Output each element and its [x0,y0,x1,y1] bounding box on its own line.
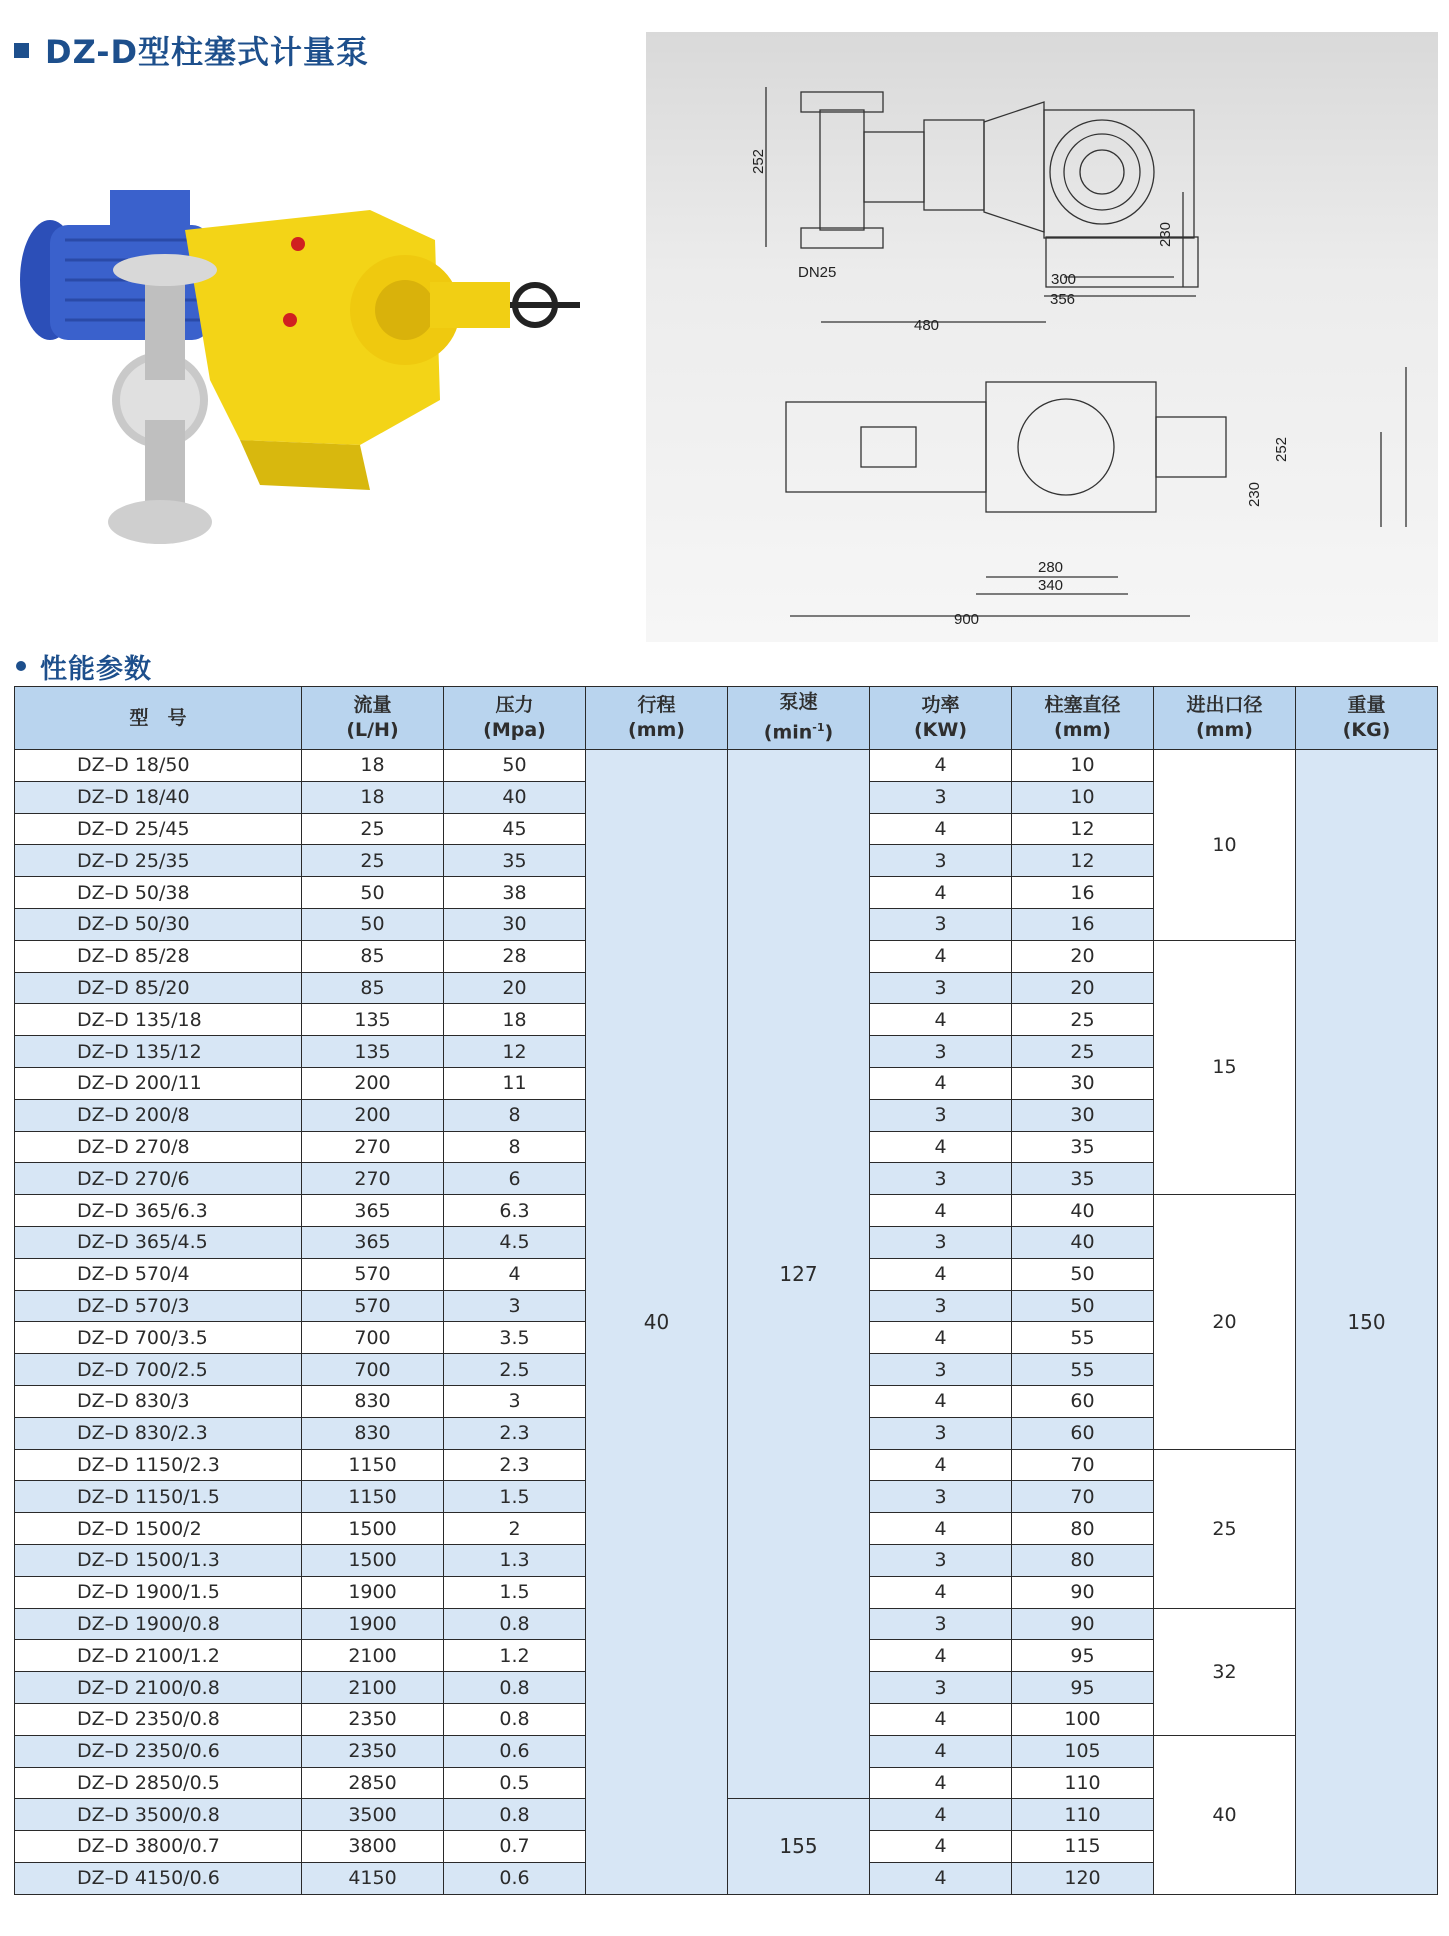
cell-plunger: 25 [1012,1004,1154,1036]
cell-plunger: 95 [1012,1672,1154,1704]
cell-power: 4 [870,1195,1012,1227]
cell-flow: 830 [302,1417,444,1449]
cell-pressure: 2 [444,1513,586,1545]
cell-power: 3 [870,1290,1012,1322]
cell-model: DZ–D 25/45 [15,813,302,845]
cell-pressure: 0.6 [444,1735,586,1767]
cell-model: DZ–D 18/40 [15,781,302,813]
cell-power: 4 [870,1799,1012,1831]
cell-plunger: 12 [1012,813,1154,845]
cell-pressure: 12 [444,1036,586,1068]
cell-power: 3 [870,1163,1012,1195]
cell-port: 32 [1154,1608,1296,1735]
cell-plunger: 16 [1012,877,1154,909]
cell-flow: 700 [302,1354,444,1386]
cell-flow: 3800 [302,1831,444,1863]
cell-port: 40 [1154,1735,1296,1894]
cell-model: DZ–D 85/20 [15,972,302,1004]
cell-flow: 1500 [302,1544,444,1576]
dim-252-bot: 252 [1273,436,1290,462]
cell-power: 4 [870,1322,1012,1354]
cell-model: DZ–D 200/8 [15,1099,302,1131]
cell-model: DZ–D 270/8 [15,1131,302,1163]
dimension-drawing [646,32,1438,642]
cell-pressure: 1.5 [444,1576,586,1608]
cell-pressure: 30 [444,908,586,940]
cell-power: 4 [870,1067,1012,1099]
cell-plunger: 30 [1012,1099,1154,1131]
cell-pressure: 8 [444,1099,586,1131]
cell-model: DZ–D 570/3 [15,1290,302,1322]
cell-flow: 1900 [302,1608,444,1640]
cell-flow: 830 [302,1385,444,1417]
cell-plunger: 80 [1012,1544,1154,1576]
header-port: 进出口径 (mm) [1154,687,1296,750]
cell-pressure: 50 [444,750,586,782]
cell-pressure: 2.5 [444,1354,586,1386]
cell-plunger: 100 [1012,1703,1154,1735]
cell-plunger: 95 [1012,1640,1154,1672]
cell-pressure: 6.3 [444,1195,586,1227]
header-stroke: 行程 (mm) [586,687,728,750]
cell-model: DZ–D 570/4 [15,1258,302,1290]
cell-power: 4 [870,1640,1012,1672]
cell-pressure: 20 [444,972,586,1004]
bullet-icon [16,661,26,671]
cell-plunger: 70 [1012,1481,1154,1513]
cell-power: 4 [870,1831,1012,1863]
cell-pressure: 38 [444,877,586,909]
cell-pressure: 0.8 [444,1608,586,1640]
cell-pressure: 0.8 [444,1703,586,1735]
cell-model: DZ–D 18/50 [15,750,302,782]
cell-plunger: 110 [1012,1799,1154,1831]
header-plunger: 柱塞直径 (mm) [1012,687,1154,750]
cell-model: DZ–D 2350/0.6 [15,1735,302,1767]
cell-flow: 1150 [302,1449,444,1481]
cell-pressure: 40 [444,781,586,813]
cell-pressure: 1.3 [444,1544,586,1576]
dim-280: 280 [1038,559,1064,576]
cell-model: DZ–D 135/12 [15,1036,302,1068]
cell-model: DZ–D 1500/1.3 [15,1544,302,1576]
cell-flow: 200 [302,1067,444,1099]
cell-power: 4 [870,1703,1012,1735]
pump-photo [10,170,600,560]
cell-pressure: 28 [444,940,586,972]
cell-pressure: 4 [444,1258,586,1290]
dim-252-top: 252 [750,148,767,174]
title-text: DZ-D型柱塞式计量泵 [45,33,370,71]
header-weight: 重量 (KG) [1296,687,1438,750]
cell-flow: 50 [302,908,444,940]
cell-port: 20 [1154,1195,1296,1449]
table-header-row [15,687,1438,750]
cell-power: 4 [870,1385,1012,1417]
cell-pressure: 2.3 [444,1449,586,1481]
cell-flow: 50 [302,877,444,909]
cell-flow: 270 [302,1131,444,1163]
cell-pressure: 8 [444,1131,586,1163]
cell-model: DZ–D 85/28 [15,940,302,972]
header-flow: 流量 (L/H) [302,687,444,750]
cell-plunger: 90 [1012,1576,1154,1608]
cell-pressure: 0.8 [444,1672,586,1704]
cell-pressure: 0.5 [444,1767,586,1799]
cell-model: DZ–D 200/11 [15,1067,302,1099]
cell-flow: 365 [302,1195,444,1227]
cell-plunger: 20 [1012,940,1154,972]
cell-flow: 1900 [302,1576,444,1608]
cell-plunger: 40 [1012,1195,1154,1227]
cell-plunger: 55 [1012,1354,1154,1386]
cell-stroke: 40 [586,750,728,1895]
dim-480: 480 [914,317,940,334]
cell-pressure: 11 [444,1067,586,1099]
cell-power: 4 [870,1735,1012,1767]
cell-flow: 2350 [302,1703,444,1735]
cell-flow: 700 [302,1322,444,1354]
spec-table [14,686,1438,1895]
cell-model: DZ–D 3800/0.7 [15,1831,302,1863]
cell-model: DZ–D 830/2.3 [15,1417,302,1449]
cell-power: 3 [870,845,1012,877]
cell-model: DZ–D 700/3.5 [15,1322,302,1354]
cell-pressure: 1.2 [444,1640,586,1672]
cell-model: DZ–D 3500/0.8 [15,1799,302,1831]
cell-pressure: 45 [444,813,586,845]
cell-plunger: 115 [1012,1831,1154,1863]
cell-model: DZ–D 1150/1.5 [15,1481,302,1513]
cell-plunger: 110 [1012,1767,1154,1799]
cell-plunger: 20 [1012,972,1154,1004]
title-square-icon [14,43,29,58]
cell-model: DZ–D 50/30 [15,908,302,940]
cell-plunger: 90 [1012,1608,1154,1640]
cell-plunger: 60 [1012,1385,1154,1417]
cell-power: 4 [870,1767,1012,1799]
cell-pressure: 6 [444,1163,586,1195]
dim-900: 900 [954,611,980,628]
cell-flow: 365 [302,1226,444,1258]
cell-model: DZ–D 135/18 [15,1004,302,1036]
section-heading-text: 性能参数 [40,653,152,685]
cell-flow: 18 [302,750,444,782]
cell-power: 4 [870,1862,1012,1894]
cell-power: 3 [870,1544,1012,1576]
cell-flow: 2850 [302,1767,444,1799]
cell-power: 4 [870,1258,1012,1290]
cell-model: DZ–D 1500/2 [15,1513,302,1545]
cell-flow: 135 [302,1036,444,1068]
cell-pressure: 4.5 [444,1226,586,1258]
table-row [15,750,1438,782]
cell-power: 4 [870,1004,1012,1036]
cell-plunger: 30 [1012,1067,1154,1099]
cell-plunger: 55 [1012,1322,1154,1354]
cell-power: 4 [870,940,1012,972]
cell-power: 4 [870,1449,1012,1481]
cell-flow: 25 [302,813,444,845]
cell-power: 3 [870,1036,1012,1068]
cell-power: 3 [870,1481,1012,1513]
cell-model: DZ–D 365/6.3 [15,1195,302,1227]
cell-power: 3 [870,1099,1012,1131]
cell-pressure: 0.8 [444,1799,586,1831]
cell-model: DZ–D 2100/0.8 [15,1672,302,1704]
cell-plunger: 10 [1012,750,1154,782]
header-model: 型 号 [15,687,302,750]
cell-port: 15 [1154,940,1296,1194]
cell-flow: 1500 [302,1513,444,1545]
cell-plunger: 50 [1012,1258,1154,1290]
cell-speed: 155 [728,1799,870,1894]
cell-plunger: 50 [1012,1290,1154,1322]
cell-plunger: 105 [1012,1735,1154,1767]
cell-power: 4 [870,877,1012,909]
cell-model: DZ–D 270/6 [15,1163,302,1195]
cell-model: DZ–D 830/3 [15,1385,302,1417]
cell-power: 4 [870,1576,1012,1608]
cell-power: 3 [870,1672,1012,1704]
cell-plunger: 120 [1012,1862,1154,1894]
cell-plunger: 60 [1012,1417,1154,1449]
cell-pressure: 18 [444,1004,586,1036]
cell-plunger: 70 [1012,1449,1154,1481]
cell-pressure: 3.5 [444,1322,586,1354]
section-heading [14,648,152,684]
cell-flow: 2100 [302,1640,444,1672]
cell-flow: 2100 [302,1672,444,1704]
page-title [14,28,369,72]
cell-plunger: 25 [1012,1036,1154,1068]
cell-weight: 150 [1296,750,1438,1895]
cell-model: DZ–D 1150/2.3 [15,1449,302,1481]
cell-model: DZ–D 2100/1.2 [15,1640,302,1672]
dim-230-bot: 230 [1246,481,1263,507]
cell-flow: 135 [302,1004,444,1036]
cell-pressure: 3 [444,1290,586,1322]
cell-port: 25 [1154,1449,1296,1608]
dim-230-top: 230 [1157,221,1174,247]
cell-model: DZ–D 2850/0.5 [15,1767,302,1799]
cell-pressure: 35 [444,845,586,877]
cell-pressure: 1.5 [444,1481,586,1513]
cell-flow: 570 [302,1290,444,1322]
cell-model: DZ–D 1900/1.5 [15,1576,302,1608]
cell-plunger: 35 [1012,1163,1154,1195]
cell-flow: 25 [302,845,444,877]
cell-power: 4 [870,813,1012,845]
cell-flow: 85 [302,940,444,972]
cell-pressure: 0.6 [444,1862,586,1894]
cell-power: 3 [870,1417,1012,1449]
cell-flow: 1150 [302,1481,444,1513]
cell-model: DZ–D 4150/0.6 [15,1862,302,1894]
dim-300: 300 [1051,271,1077,288]
dn-label: DN25 [798,264,837,281]
cell-plunger: 80 [1012,1513,1154,1545]
cell-power: 3 [870,908,1012,940]
header-power: 功率 (KW) [870,687,1012,750]
cell-pressure: 0.7 [444,1831,586,1863]
dim-356: 356 [1050,291,1076,308]
cell-model: DZ–D 2350/0.8 [15,1703,302,1735]
cell-power: 4 [870,750,1012,782]
header-pressure: 压力 (Mpa) [444,687,586,750]
cell-flow: 3500 [302,1799,444,1831]
cell-pressure: 3 [444,1385,586,1417]
cell-flow: 570 [302,1258,444,1290]
cell-model: DZ–D 50/38 [15,877,302,909]
cell-pressure: 2.3 [444,1417,586,1449]
cell-power: 3 [870,1226,1012,1258]
cell-power: 4 [870,1131,1012,1163]
cell-plunger: 35 [1012,1131,1154,1163]
cell-flow: 85 [302,972,444,1004]
cell-plunger: 16 [1012,908,1154,940]
cell-plunger: 12 [1012,845,1154,877]
cell-flow: 270 [302,1163,444,1195]
cell-model: DZ–D 365/4.5 [15,1226,302,1258]
header-speed: 泵速 $(\min^{-1})$ [728,687,870,750]
cell-power: 3 [870,972,1012,1004]
dim-340: 340 [1038,577,1064,594]
cell-flow: 18 [302,781,444,813]
cell-power: 3 [870,1354,1012,1386]
cell-model: DZ–D 1900/0.8 [15,1608,302,1640]
cell-power: 3 [870,1608,1012,1640]
cell-speed: 127 [728,750,870,1799]
cell-plunger: 40 [1012,1226,1154,1258]
cell-port: 10 [1154,750,1296,941]
cell-plunger: 10 [1012,781,1154,813]
cell-model: DZ–D 700/2.5 [15,1354,302,1386]
cell-power: 4 [870,1513,1012,1545]
cell-flow: 200 [302,1099,444,1131]
cell-flow: 4150 [302,1862,444,1894]
cell-model: DZ–D 25/35 [15,845,302,877]
cell-flow: 2350 [302,1735,444,1767]
cell-power: 3 [870,781,1012,813]
